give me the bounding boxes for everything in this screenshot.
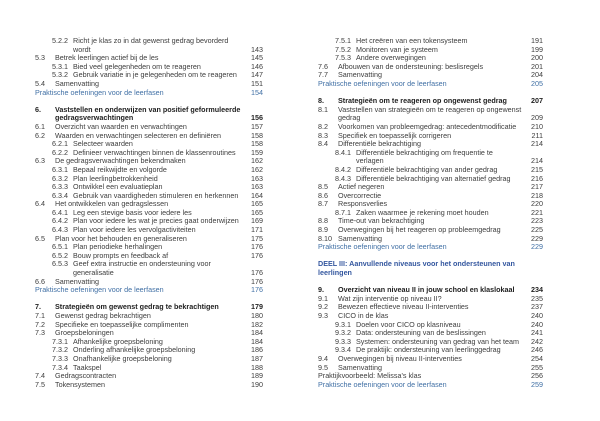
toc-page-number: 154 — [251, 87, 263, 97]
toc-section-number: 7.3.3 — [52, 353, 68, 363]
toc-page-number: 158 — [251, 139, 263, 149]
toc-entry-label: Samenvatting — [338, 70, 382, 80]
toc-entry-label: Specifiek en toepasselijk corrigeren — [338, 130, 452, 140]
toc-entry-label: Selecteer waarden — [73, 139, 133, 149]
toc-entry-label: Bied veel gelegenheden om te reageren — [73, 61, 201, 71]
toc-section-number: 9.3.1 — [335, 319, 351, 329]
toc-section-number: 8.4.2 — [335, 164, 351, 174]
toc-page-number: 215 — [531, 164, 543, 174]
toc-section-number: 9.1 — [318, 293, 328, 303]
toc-page-number: 186 — [251, 345, 263, 355]
toc-page-number: 158 — [251, 130, 263, 140]
toc-block — [35, 37, 263, 97]
toc-section-number: 8.5 — [318, 182, 328, 192]
toc-block — [318, 37, 543, 89]
toc-section-number: 6. — [35, 104, 41, 114]
toc-section-number: 6.3.2 — [52, 173, 68, 183]
toc-page-number: 216 — [531, 173, 543, 183]
toc-entry-row — [35, 37, 263, 54]
toc-page-number: 184 — [251, 336, 263, 346]
toc-entry-label: Vaststellen van strategieën om te reageren op ongewenst gedrag — [338, 104, 522, 123]
toc-entry-label: Plan voor iedere les wat je precies gaat onderwijzen — [73, 216, 239, 226]
toc-page-number: 184 — [251, 328, 263, 338]
toc-section-number: 7.1 — [35, 311, 45, 320]
toc-page-number: 176 — [251, 250, 263, 260]
toc-block — [35, 303, 263, 389]
toc-page-number: 255 — [531, 362, 543, 372]
toc-page-number: 182 — [251, 319, 263, 329]
toc-section-number: 8.2 — [318, 121, 328, 131]
toc-section-number: 8.7.1 — [335, 207, 351, 217]
toc-page-number: 162 — [251, 156, 263, 166]
toc-entry-label: Gedragscontracten — [55, 371, 117, 381]
toc-page-number: 180 — [251, 311, 263, 320]
toc-entry-label: Overwegingen bij het reageren op probleemgedrag — [338, 225, 501, 235]
toc-section-number: 9.3.2 — [335, 328, 351, 338]
toc-page-number: 163 — [251, 173, 263, 183]
toc-page-number: 210 — [531, 121, 543, 131]
practice-exercises-row — [318, 381, 543, 390]
toc-page-number: 209 — [531, 113, 543, 123]
toc-page-number: 190 — [251, 379, 263, 389]
toc-entry-label: Samenvatting — [55, 276, 99, 286]
toc-page-number: 205 — [531, 78, 543, 88]
toc-section-number: 9. — [318, 285, 324, 295]
toc-section-number: 6.2.1 — [52, 139, 68, 149]
toc-page-number: 164 — [251, 190, 263, 200]
toc-entry-label: Overwegingen bij niveau II-interventies — [338, 353, 462, 363]
toc-section-number: 5.4 — [35, 78, 45, 88]
toc-page-number: 259 — [531, 379, 543, 389]
toc-page-number: 240 — [531, 311, 543, 320]
toc-page-number: 191 — [531, 36, 543, 45]
toc-page-number: 221 — [531, 207, 543, 217]
toc-page-number: 145 — [251, 53, 263, 63]
toc-page-number: 171 — [251, 225, 263, 235]
toc-entry-label: Gebruik van vaardigheden stimuleren en herkennen — [73, 190, 239, 200]
toc-page-number: 220 — [531, 199, 543, 209]
toc-entry-label: Zaken waarmee je rekening moet houden — [356, 207, 489, 217]
toc-section-number: 6.4 — [35, 199, 45, 209]
toc-section-number: 7.3.1 — [52, 336, 68, 346]
toc-page-number: 200 — [531, 53, 543, 63]
toc-section-number: 8. — [318, 96, 324, 106]
toc-page-number: 147 — [251, 70, 263, 80]
toc-entry-label: Monitoren van je systeem — [356, 44, 438, 54]
toc-entry-label: Plan voor iedere les vervolgactiviteiten — [73, 225, 196, 235]
toc-section-number: 9.4 — [318, 353, 328, 363]
toc-page-number: 217 — [531, 182, 543, 192]
toc-section-number: 8.8 — [318, 216, 328, 226]
toc-page-number: 241 — [531, 328, 543, 338]
toc-entry-row — [318, 106, 543, 123]
toc-entry-label: Praktische oefeningen voor de leerfasen — [318, 379, 447, 389]
toc-page-number: 237 — [531, 302, 543, 312]
practice-exercises-row — [35, 89, 263, 98]
toc-section-number: 5.3.2 — [52, 70, 68, 80]
toc-page-number: 211 — [531, 130, 543, 140]
toc-section-number: 6.4.2 — [52, 216, 68, 226]
toc-page-number: 214 — [531, 156, 543, 166]
toc-entry-label: Bouw prompts en feedback af — [73, 250, 169, 260]
toc-section-number: 8.3 — [318, 130, 328, 140]
toc-section-number: 9.5 — [318, 362, 328, 372]
toc-entry-label: Taakspel — [73, 362, 102, 372]
toc-section-number: 6.3.1 — [52, 164, 68, 174]
toc-section-number: 8.4 — [318, 139, 328, 149]
practice-exercises-row — [318, 243, 543, 252]
toc-entry-label: Plan periodieke herhalingen — [73, 242, 163, 252]
toc-entry-label: Responsverlies — [338, 199, 388, 209]
toc-entry-label: Groepsbeloningen — [55, 328, 114, 338]
toc-section-number: 7.6 — [318, 61, 328, 71]
practice-exercises-row — [35, 286, 263, 295]
toc-entry-row — [35, 355, 263, 364]
toc-entry-label: Ontwikkel een evaluatieplan — [73, 182, 163, 192]
toc-section-number: 7.5.1 — [335, 36, 351, 45]
toc-block — [318, 97, 543, 252]
toc-entry-label: Data: ondersteuning van de beslissingen — [356, 328, 486, 338]
toc-entry-label: Differentiële bekrachtiging om frequentie te verlagen — [356, 147, 493, 166]
toc-page-number: 169 — [251, 216, 263, 226]
part-divider-heading — [318, 260, 543, 277]
toc-page-number: 235 — [531, 293, 543, 303]
toc-entry-label: Definieer verwachtingen binnen de klassenroutines — [73, 147, 236, 157]
toc-section-number: 9.2 — [318, 302, 328, 312]
toc-entry-label: Andere overwegingen — [356, 53, 426, 63]
toc-entry-label: Plan leerlingbetrokkenheid — [73, 173, 158, 183]
toc-section-number: 8.4.3 — [335, 173, 351, 183]
toc-page-number: 157 — [251, 121, 263, 131]
toc-left-column — [35, 37, 263, 389]
toc-page-number: 199 — [531, 44, 543, 54]
toc-page-number: 176 — [251, 242, 263, 252]
toc-section-number: 6.5.2 — [52, 250, 68, 260]
toc-page-number: 179 — [251, 302, 263, 312]
toc-page-number: 143 — [251, 44, 263, 54]
toc-section-number: 6.4.1 — [52, 207, 68, 217]
toc-entry-label: Praktische oefeningen voor de leerfasen — [35, 87, 164, 97]
toc-section-number: 6.3.4 — [52, 190, 68, 200]
toc-entry-label: De praktijk: ondersteuning van leerlinggedrag — [356, 345, 501, 355]
toc-entry-label: Samenvatting — [338, 362, 382, 372]
toc-page-number: 151 — [251, 78, 263, 88]
toc-section-number: 7.5.3 — [335, 53, 351, 63]
toc-entry-label: De gedragsverwachtingen bekendmaken — [55, 156, 186, 166]
toc-page-number: 218 — [531, 190, 543, 200]
toc-entry-label: Differentiële bekrachtiging van alternatief gedrag — [356, 173, 511, 183]
toc-page-number: 165 — [251, 207, 263, 217]
toc-entry-label: Strategieën om gewenst gedrag te bekrachtigen — [55, 302, 219, 312]
toc-page-number: 242 — [531, 336, 543, 346]
toc-page-number: 201 — [531, 61, 543, 71]
toc-entry-label: Afhankelijke groepsbeloning — [73, 336, 163, 346]
toc-section-number: 6.2.2 — [52, 147, 68, 157]
toc-entry-label: Differentiële bekrachtiging — [338, 139, 421, 149]
toc-section-number: 5.2.2 — [52, 36, 68, 45]
toc-section-number: 7. — [35, 302, 41, 312]
toc-page-number: 240 — [531, 319, 543, 329]
toc-entry-label: Systemen: ondersteuning van gedrag van het team — [356, 336, 520, 346]
toc-section-number: 8.6 — [318, 190, 328, 200]
toc-entry-label: Overzicht van waarden en verwachtingen — [55, 121, 187, 131]
toc-section-number: 7.4 — [35, 371, 45, 381]
toc-page-number: 229 — [531, 242, 543, 252]
toc-page-number: 189 — [251, 371, 263, 381]
chapter-heading-row — [35, 106, 263, 123]
toc-entry-label: Overzicht van niveau II in jouw school en klaslokaal — [338, 285, 515, 295]
toc-section-number: 6.5 — [35, 233, 45, 243]
toc-page-number: 176 — [251, 276, 263, 286]
toc-entry-label: Specifieke en toepasselijke complimenten — [55, 319, 189, 329]
toc-page-number: 146 — [251, 61, 263, 71]
toc-entry-label: Overcorrectie — [338, 190, 382, 200]
toc-block — [318, 286, 543, 389]
toc-page-number: 176 — [251, 268, 263, 278]
toc-section-number: 7.3.2 — [52, 345, 68, 355]
toc-section-number: 9.3.3 — [335, 336, 351, 346]
toc-entry-label: Gebruik variatie in je gelegenheden om te reageren — [73, 70, 237, 80]
toc-page-number: 234 — [531, 285, 543, 295]
toc-page-number: 256 — [531, 371, 543, 381]
toc-entry-row — [35, 381, 263, 390]
toc-entry-label: Praktijkvoorbeeld: Melissa's klas — [318, 371, 422, 381]
toc-section-number: 8.1 — [318, 104, 328, 114]
toc-entry-label: Bepaal reikwijdte en volgorde — [73, 164, 167, 174]
toc-section-number: 8.7 — [318, 199, 328, 209]
toc-section-number: 6.3.3 — [52, 182, 68, 192]
toc-entry-label: Tokensystemen — [55, 379, 105, 389]
toc-block — [35, 106, 263, 295]
toc-entry-label: Strategieën om te reageren op ongewenst gedrag — [338, 96, 507, 106]
toc-entry-row — [35, 132, 263, 141]
toc-entry-label: Plan voor het behouden en generaliseren — [55, 233, 187, 243]
toc-page-number: 246 — [531, 345, 543, 355]
toc-section-number: 6.5.1 — [52, 242, 68, 252]
toc-section-number: 7.3 — [35, 328, 45, 338]
toc-entry-label: Waarden en verwachtingen selecteren en definiëren — [55, 130, 221, 140]
toc-entry-label: Voorkomen van probleemgedrag: antecedentmodificatie — [338, 121, 517, 131]
toc-entry-label: Bewezen effectieve niveau II-interventies — [338, 302, 469, 312]
toc-entry-label: Praktische oefeningen voor de leerfasen — [318, 78, 447, 88]
toc-entry-label: Het creëren van een tokensysteem — [356, 36, 468, 45]
toc-section-number: 5.3.1 — [52, 61, 68, 71]
toc-entry-label: Afbouwen van de ondersteuning: beslisregels — [338, 61, 484, 71]
toc-entry-label: Time-out van bekrachtiging — [338, 216, 425, 226]
toc-page-number: 176 — [251, 285, 263, 295]
toc-entry-label: Betrek leerlingen actief bij de les — [55, 53, 159, 63]
toc-section-number: 6.4.3 — [52, 225, 68, 235]
toc-right-column — [318, 37, 543, 389]
toc-page-number: 163 — [251, 182, 263, 192]
toc-section-number: 6.2 — [35, 130, 45, 140]
toc-entry-label: Onderling afhankelijke groepsbeloning — [73, 345, 196, 355]
toc-entry-row — [35, 260, 263, 277]
toc-section-number: 7.7 — [318, 70, 328, 80]
toc-page-number: 214 — [531, 139, 543, 149]
toc-page-number: 188 — [251, 362, 263, 372]
part-divider-block — [318, 260, 543, 277]
toc-entry-label: Praktische oefeningen voor de leerfasen — [35, 285, 164, 295]
toc-entry-label: Vaststellen en onderwijzen van positief geformuleerde gedragsverwachtingen — [55, 104, 241, 123]
toc-page-number: 162 — [251, 164, 263, 174]
part-divider-label: DEEL III: Aanvullende niveaus voor het ondersteunen van leerlingen — [318, 259, 515, 278]
toc-section-number: 9.3.4 — [335, 345, 351, 355]
toc-section-number: 7.2 — [35, 319, 45, 329]
toc-entry-label: Actief negeren — [338, 182, 385, 192]
toc-entry-label: Gewenst gedrag bekrachtigen — [55, 311, 151, 320]
toc-section-number: 6.3 — [35, 156, 45, 166]
toc-entry-label: Differentiële bekrachtiging van ander gedrag — [356, 164, 498, 174]
toc-page-number: 254 — [531, 353, 543, 363]
toc-entry-label: Het ontwikkelen van gedragslessen — [55, 199, 169, 209]
toc-section-number: 8.4.1 — [335, 147, 351, 157]
toc-section-number: 6.1 — [35, 121, 45, 131]
toc-entry-row — [318, 149, 543, 166]
toc-page-number: 204 — [531, 70, 543, 80]
toc-page-number: 229 — [531, 233, 543, 243]
toc-page-number: 207 — [531, 96, 543, 106]
toc-section-number: 8.9 — [318, 225, 328, 235]
toc-entry-label: CICO in de klas — [338, 311, 389, 320]
toc-page-number: 187 — [251, 353, 263, 363]
toc-section-number: 6.5.3 — [52, 259, 68, 269]
toc-section-number: 8.10 — [318, 233, 332, 243]
toc-page-number: 223 — [531, 216, 543, 226]
toc-entry-label: Geef extra instructie en ondersteuning voor generalisatie — [73, 259, 211, 278]
toc-section-number: 7.3.4 — [52, 362, 68, 372]
toc-entry-label: Praktische oefeningen voor de leerfasen — [318, 242, 447, 252]
toc-page-number: 225 — [531, 225, 543, 235]
toc-section-number: 7.5 — [35, 379, 45, 389]
toc-section-number: 7.5.2 — [335, 44, 351, 54]
toc-section-number: 5.3 — [35, 53, 45, 63]
toc-page-number: 165 — [251, 199, 263, 209]
toc-page-number: 156 — [251, 113, 263, 123]
toc-entry-label: Richt je klas zo in dat gewenst gedrag bevorderd wordt — [73, 36, 229, 54]
toc-section-number: 9.3 — [318, 311, 328, 320]
toc-entry-label: Doelen voor CICO op klasniveau — [356, 319, 461, 329]
toc-entry-row — [318, 46, 543, 55]
toc-entry-label: Onafhankelijke groepsbeloning — [73, 353, 172, 363]
toc-section-number: 6.6 — [35, 276, 45, 286]
toc-entry-label: Samenvatting — [55, 78, 99, 88]
toc-page-number: 159 — [251, 147, 263, 157]
toc-entry-label: Samenvatting — [338, 233, 382, 243]
toc-entry-label: Leg een stevige basis voor iedere les — [73, 207, 192, 217]
toc-entry-label: Wat zijn interventie op niveau II? — [338, 293, 442, 303]
toc-page-number: 175 — [251, 233, 263, 243]
practice-exercises-row — [318, 80, 543, 89]
